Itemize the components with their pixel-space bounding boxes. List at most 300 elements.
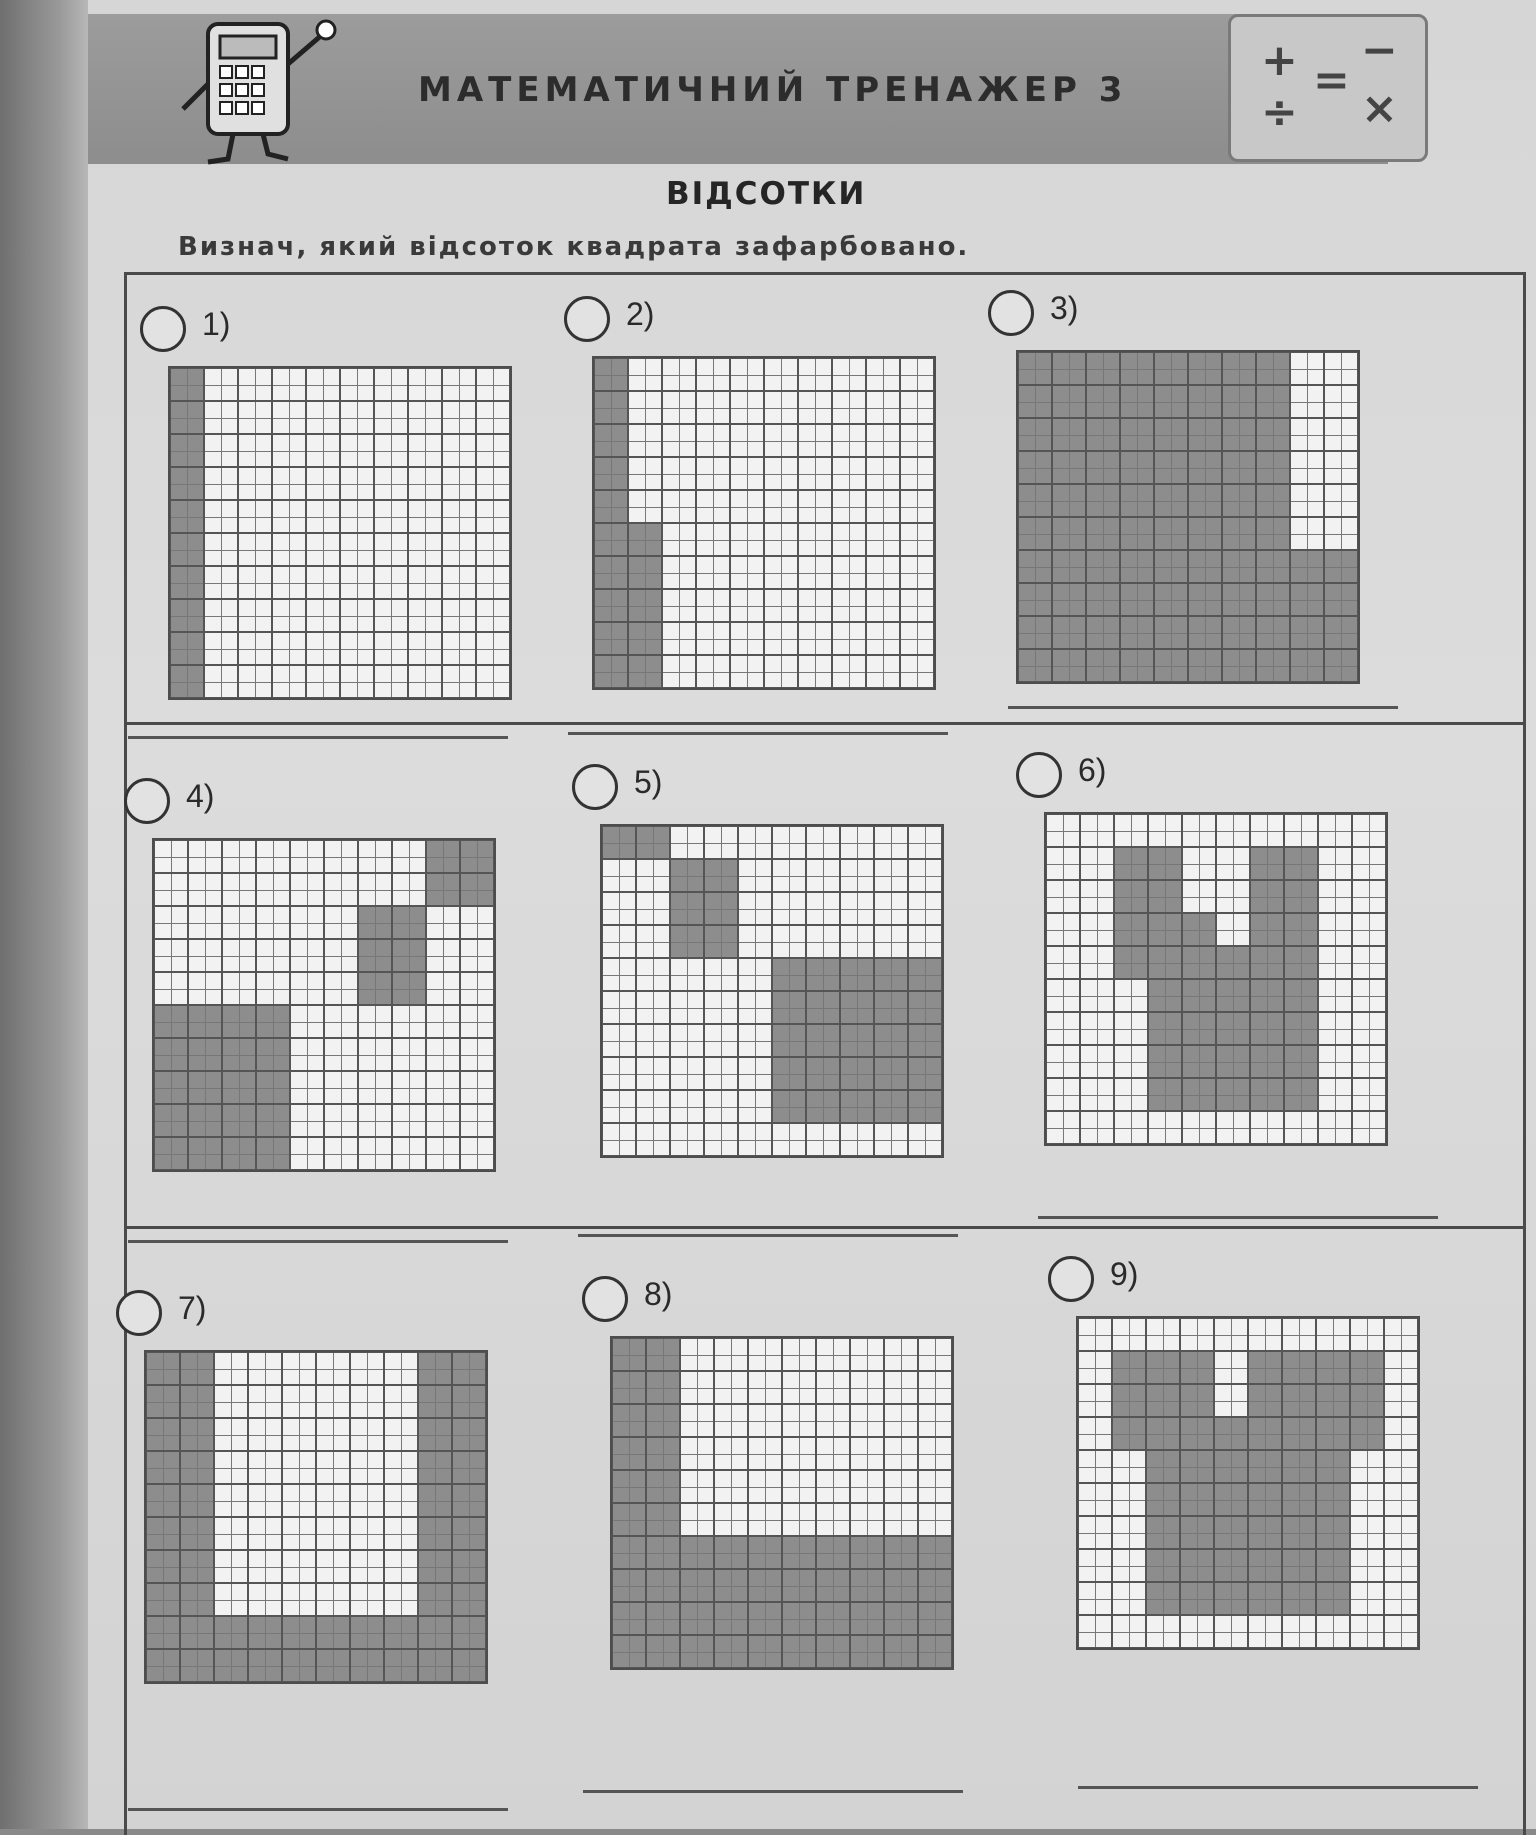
calculator-mascot-icon bbox=[148, 14, 348, 174]
shaded-square bbox=[1146, 1417, 1180, 1450]
empty-square bbox=[748, 1503, 782, 1536]
task-8 bbox=[582, 1276, 1032, 1696]
shaded-square bbox=[646, 1470, 680, 1503]
shaded-square bbox=[256, 1137, 290, 1170]
shaded-square bbox=[1216, 1078, 1250, 1111]
answer-radio-6[interactable] bbox=[1016, 752, 1062, 798]
empty-square bbox=[832, 589, 866, 622]
empty-square bbox=[832, 622, 866, 655]
shaded-square bbox=[918, 1569, 952, 1602]
shaded-square bbox=[670, 859, 704, 892]
shaded-square bbox=[452, 1484, 486, 1517]
answer-radio-1[interactable] bbox=[140, 306, 186, 352]
shaded-square bbox=[426, 873, 460, 906]
shaded-square bbox=[1256, 649, 1290, 682]
shaded-square bbox=[384, 1616, 418, 1649]
empty-square bbox=[866, 556, 900, 589]
empty-square bbox=[1114, 1078, 1148, 1111]
empty-square bbox=[384, 1517, 418, 1550]
shaded-square bbox=[1284, 913, 1318, 946]
empty-square bbox=[384, 1385, 418, 1418]
shaded-square bbox=[748, 1569, 782, 1602]
shaded-square bbox=[1086, 550, 1120, 583]
shaded-square bbox=[816, 1536, 850, 1569]
empty-square bbox=[426, 1071, 460, 1104]
empty-square bbox=[374, 632, 408, 665]
empty-square bbox=[1318, 946, 1352, 979]
empty-square bbox=[670, 1057, 704, 1090]
shaded-square bbox=[214, 1649, 248, 1682]
empty-square bbox=[408, 599, 442, 632]
shaded-square bbox=[1112, 1351, 1146, 1384]
shaded-square bbox=[1052, 451, 1086, 484]
task-number-8: 8) bbox=[644, 1276, 673, 1312]
empty-square bbox=[602, 991, 636, 1024]
empty-square bbox=[1324, 451, 1358, 484]
empty-square bbox=[214, 1517, 248, 1550]
task-4 bbox=[124, 778, 574, 1198]
empty-square bbox=[748, 1437, 782, 1470]
shaded-square bbox=[636, 826, 670, 859]
empty-square bbox=[1214, 1615, 1248, 1648]
empty-square bbox=[670, 1123, 704, 1156]
empty-square bbox=[324, 906, 358, 939]
empty-square bbox=[866, 457, 900, 490]
shaded-square bbox=[392, 972, 426, 1005]
empty-square bbox=[730, 523, 764, 556]
answer-line-6 bbox=[1038, 1216, 1438, 1219]
empty-square bbox=[1114, 979, 1148, 1012]
shaded-square bbox=[214, 1616, 248, 1649]
shaded-square bbox=[1180, 1351, 1214, 1384]
empty-square bbox=[340, 566, 374, 599]
shaded-square bbox=[1154, 583, 1188, 616]
empty-square bbox=[696, 391, 730, 424]
shaded-square bbox=[170, 434, 204, 467]
shaded-square bbox=[850, 1569, 884, 1602]
empty-square bbox=[1080, 880, 1114, 913]
empty-square bbox=[1182, 880, 1216, 913]
empty-square bbox=[460, 939, 494, 972]
shaded-square bbox=[222, 1038, 256, 1071]
empty-square bbox=[908, 826, 942, 859]
empty-square bbox=[900, 655, 934, 688]
shaded-square bbox=[1052, 385, 1086, 418]
shaded-square bbox=[1290, 550, 1324, 583]
empty-square bbox=[806, 892, 840, 925]
empty-square bbox=[290, 840, 324, 873]
shaded-square bbox=[772, 1090, 806, 1123]
empty-square bbox=[1216, 913, 1250, 946]
shaded-square bbox=[146, 1583, 180, 1616]
empty-square bbox=[866, 655, 900, 688]
shaded-square bbox=[1188, 418, 1222, 451]
task-1 bbox=[140, 306, 590, 726]
empty-square bbox=[1284, 814, 1318, 847]
shaded-square bbox=[704, 925, 738, 958]
empty-square bbox=[1384, 1384, 1418, 1417]
shaded-square bbox=[146, 1616, 180, 1649]
shaded-square bbox=[1052, 583, 1086, 616]
shaded-square bbox=[146, 1484, 180, 1517]
shaded-square bbox=[782, 1536, 816, 1569]
empty-square bbox=[316, 1385, 350, 1418]
empty-square bbox=[782, 1437, 816, 1470]
empty-square bbox=[1046, 1078, 1080, 1111]
empty-square bbox=[426, 939, 460, 972]
empty-square bbox=[256, 972, 290, 1005]
empty-square bbox=[1114, 1012, 1148, 1045]
task-3 bbox=[988, 290, 1438, 710]
shaded-square bbox=[1018, 418, 1052, 451]
empty-square bbox=[782, 1404, 816, 1437]
empty-square bbox=[1112, 1318, 1146, 1351]
shaded-square bbox=[1112, 1417, 1146, 1450]
shaded-square bbox=[1222, 385, 1256, 418]
shaded-square bbox=[646, 1602, 680, 1635]
empty-square bbox=[738, 1024, 772, 1057]
task-number-1: 1) bbox=[202, 306, 231, 342]
empty-square bbox=[1046, 979, 1080, 1012]
answer-line-2 bbox=[568, 732, 948, 735]
shaded-square bbox=[1182, 1012, 1216, 1045]
empty-square bbox=[696, 589, 730, 622]
operations-icon bbox=[1231, 17, 1425, 159]
empty-square bbox=[662, 622, 696, 655]
empty-square bbox=[358, 873, 392, 906]
shaded-square bbox=[256, 1038, 290, 1071]
empty-square bbox=[306, 467, 340, 500]
shaded-square bbox=[316, 1616, 350, 1649]
shaded-square bbox=[1282, 1450, 1316, 1483]
empty-square bbox=[1080, 1078, 1114, 1111]
shaded-square bbox=[222, 1005, 256, 1038]
empty-square bbox=[426, 1005, 460, 1038]
empty-square bbox=[460, 972, 494, 1005]
shaded-square bbox=[1222, 550, 1256, 583]
percent-grid-2 bbox=[592, 356, 936, 690]
answer-radio-5[interactable] bbox=[572, 764, 618, 810]
empty-square bbox=[1318, 1045, 1352, 1078]
shaded-square bbox=[1214, 1450, 1248, 1483]
shaded-square bbox=[748, 1602, 782, 1635]
empty-square bbox=[248, 1517, 282, 1550]
empty-square bbox=[1148, 814, 1182, 847]
empty-square bbox=[282, 1385, 316, 1418]
equals-sign: = bbox=[1313, 55, 1350, 106]
empty-square bbox=[806, 925, 840, 958]
empty-square bbox=[884, 1470, 918, 1503]
shaded-square bbox=[418, 1484, 452, 1517]
shaded-square bbox=[1222, 616, 1256, 649]
empty-square bbox=[730, 391, 764, 424]
shaded-square bbox=[1018, 649, 1052, 682]
empty-square bbox=[662, 457, 696, 490]
shaded-square bbox=[180, 1385, 214, 1418]
shaded-square bbox=[1148, 979, 1182, 1012]
empty-square bbox=[214, 1583, 248, 1616]
empty-square bbox=[696, 556, 730, 589]
shaded-square bbox=[1148, 1045, 1182, 1078]
empty-square bbox=[1324, 484, 1358, 517]
shaded-square bbox=[418, 1385, 452, 1418]
shaded-square bbox=[594, 589, 628, 622]
empty-square bbox=[908, 1123, 942, 1156]
empty-square bbox=[1290, 484, 1324, 517]
answer-radio-9[interactable] bbox=[1048, 1256, 1094, 1302]
shaded-square bbox=[1146, 1351, 1180, 1384]
empty-square bbox=[238, 368, 272, 401]
shaded-square bbox=[418, 1616, 452, 1649]
shaded-square bbox=[170, 566, 204, 599]
empty-square bbox=[214, 1550, 248, 1583]
empty-square bbox=[730, 358, 764, 391]
empty-square bbox=[350, 1352, 384, 1385]
shaded-square bbox=[1216, 1045, 1250, 1078]
shaded-square bbox=[1250, 979, 1284, 1012]
empty-square bbox=[350, 1517, 384, 1550]
shaded-square bbox=[806, 1024, 840, 1057]
empty-square bbox=[1080, 814, 1114, 847]
answer-radio-8[interactable] bbox=[582, 1276, 628, 1322]
empty-square bbox=[282, 1451, 316, 1484]
empty-square bbox=[374, 665, 408, 698]
empty-square bbox=[816, 1470, 850, 1503]
empty-square bbox=[1216, 880, 1250, 913]
empty-square bbox=[392, 840, 426, 873]
shaded-square bbox=[188, 1038, 222, 1071]
empty-square bbox=[340, 434, 374, 467]
empty-square bbox=[256, 906, 290, 939]
empty-square bbox=[316, 1418, 350, 1451]
empty-square bbox=[1350, 1549, 1384, 1582]
shaded-square bbox=[1188, 517, 1222, 550]
shaded-square bbox=[680, 1536, 714, 1569]
empty-square bbox=[866, 622, 900, 655]
empty-square bbox=[1214, 1318, 1248, 1351]
empty-square bbox=[798, 589, 832, 622]
shaded-square bbox=[840, 1024, 874, 1057]
shaded-square bbox=[628, 523, 662, 556]
empty-square bbox=[324, 1104, 358, 1137]
empty-square bbox=[1352, 913, 1386, 946]
shaded-square bbox=[782, 1602, 816, 1635]
empty-square bbox=[1148, 1111, 1182, 1144]
empty-square bbox=[1318, 880, 1352, 913]
shaded-square bbox=[452, 1451, 486, 1484]
empty-square bbox=[1318, 979, 1352, 1012]
shaded-square bbox=[1120, 616, 1154, 649]
empty-square bbox=[1112, 1549, 1146, 1582]
shaded-square bbox=[418, 1517, 452, 1550]
shaded-square bbox=[884, 1602, 918, 1635]
empty-square bbox=[340, 665, 374, 698]
shaded-square bbox=[714, 1635, 748, 1668]
empty-square bbox=[1352, 946, 1386, 979]
empty-square bbox=[340, 533, 374, 566]
shaded-square bbox=[170, 665, 204, 698]
shaded-square bbox=[884, 1569, 918, 1602]
empty-square bbox=[908, 892, 942, 925]
shaded-square bbox=[1148, 1078, 1182, 1111]
empty-square bbox=[900, 622, 934, 655]
empty-square bbox=[476, 665, 510, 698]
shaded-square bbox=[908, 1057, 942, 1090]
empty-square bbox=[1316, 1615, 1350, 1648]
shaded-square bbox=[594, 523, 628, 556]
empty-square bbox=[392, 1005, 426, 1038]
empty-square bbox=[442, 632, 476, 665]
shaded-square bbox=[146, 1550, 180, 1583]
shaded-square bbox=[1120, 583, 1154, 616]
empty-square bbox=[306, 500, 340, 533]
empty-square bbox=[204, 368, 238, 401]
empty-square bbox=[316, 1517, 350, 1550]
percent-grid-3 bbox=[1016, 350, 1360, 684]
shaded-square bbox=[1256, 484, 1290, 517]
empty-square bbox=[1318, 814, 1352, 847]
empty-square bbox=[1324, 385, 1358, 418]
empty-square bbox=[306, 599, 340, 632]
shaded-square bbox=[1316, 1483, 1350, 1516]
shaded-square bbox=[1180, 1549, 1214, 1582]
empty-square bbox=[340, 401, 374, 434]
shaded-square bbox=[704, 892, 738, 925]
empty-square bbox=[832, 391, 866, 424]
shaded-square bbox=[1282, 1384, 1316, 1417]
empty-square bbox=[222, 906, 256, 939]
empty-square bbox=[1290, 352, 1324, 385]
shaded-square bbox=[1018, 517, 1052, 550]
shaded-square bbox=[646, 1569, 680, 1602]
shaded-square bbox=[1086, 451, 1120, 484]
empty-square bbox=[238, 599, 272, 632]
task-number-3: 3) bbox=[1050, 290, 1079, 326]
empty-square bbox=[460, 906, 494, 939]
empty-square bbox=[204, 566, 238, 599]
shaded-square bbox=[222, 1071, 256, 1104]
empty-square bbox=[662, 424, 696, 457]
shaded-square bbox=[180, 1517, 214, 1550]
empty-square bbox=[222, 939, 256, 972]
empty-square bbox=[460, 1071, 494, 1104]
empty-square bbox=[324, 939, 358, 972]
shaded-square bbox=[392, 939, 426, 972]
shaded-square bbox=[1120, 484, 1154, 517]
shaded-square bbox=[1290, 649, 1324, 682]
empty-square bbox=[714, 1470, 748, 1503]
empty-square bbox=[900, 424, 934, 457]
shaded-square bbox=[1148, 847, 1182, 880]
shaded-square bbox=[612, 1470, 646, 1503]
shaded-square bbox=[646, 1437, 680, 1470]
shaded-square bbox=[594, 655, 628, 688]
empty-square bbox=[384, 1451, 418, 1484]
shaded-square bbox=[452, 1517, 486, 1550]
shaded-square bbox=[646, 1338, 680, 1371]
empty-square bbox=[772, 859, 806, 892]
shaded-square bbox=[180, 1484, 214, 1517]
shaded-square bbox=[1324, 583, 1358, 616]
empty-square bbox=[730, 655, 764, 688]
task-instruction: Визнач, який відсоток квадрата зафарбовано. bbox=[178, 232, 970, 262]
shaded-square bbox=[874, 1024, 908, 1057]
shaded-square bbox=[1250, 946, 1284, 979]
shaded-square bbox=[146, 1517, 180, 1550]
answer-line-4 bbox=[128, 1240, 508, 1243]
shaded-square bbox=[1148, 1012, 1182, 1045]
shaded-square bbox=[628, 655, 662, 688]
shaded-square bbox=[612, 1635, 646, 1668]
shaded-square bbox=[392, 906, 426, 939]
empty-square bbox=[662, 589, 696, 622]
empty-square bbox=[1046, 880, 1080, 913]
empty-square bbox=[340, 632, 374, 665]
shaded-square bbox=[602, 826, 636, 859]
empty-square bbox=[1318, 847, 1352, 880]
answer-radio-3[interactable] bbox=[988, 290, 1034, 336]
shaded-square bbox=[1222, 484, 1256, 517]
empty-square bbox=[738, 925, 772, 958]
empty-square bbox=[764, 358, 798, 391]
empty-square bbox=[874, 859, 908, 892]
empty-square bbox=[272, 500, 306, 533]
shaded-square bbox=[1290, 616, 1324, 649]
shaded-square bbox=[1154, 517, 1188, 550]
empty-square bbox=[1080, 979, 1114, 1012]
section-title: ВІДСОТКИ bbox=[666, 176, 867, 212]
shaded-square bbox=[1086, 352, 1120, 385]
empty-square bbox=[340, 467, 374, 500]
shaded-square bbox=[1188, 649, 1222, 682]
shaded-square bbox=[282, 1649, 316, 1682]
shaded-square bbox=[180, 1418, 214, 1451]
shaded-square bbox=[840, 958, 874, 991]
empty-square bbox=[1384, 1549, 1418, 1582]
shaded-square bbox=[874, 958, 908, 991]
empty-square bbox=[670, 1024, 704, 1057]
empty-square bbox=[1080, 1012, 1114, 1045]
empty-square bbox=[188, 939, 222, 972]
empty-square bbox=[832, 457, 866, 490]
empty-square bbox=[1248, 1318, 1282, 1351]
empty-square bbox=[748, 1371, 782, 1404]
shaded-square bbox=[1222, 451, 1256, 484]
answer-line-8 bbox=[583, 1790, 963, 1793]
shaded-square bbox=[282, 1616, 316, 1649]
task-2 bbox=[564, 296, 1014, 716]
empty-square bbox=[840, 892, 874, 925]
empty-square bbox=[1352, 1012, 1386, 1045]
shaded-square bbox=[1146, 1384, 1180, 1417]
answer-radio-4[interactable] bbox=[124, 778, 170, 824]
shaded-square bbox=[222, 1137, 256, 1170]
shaded-square bbox=[1114, 880, 1148, 913]
answer-radio-7[interactable] bbox=[116, 1290, 162, 1336]
percent-grid-7 bbox=[144, 1350, 488, 1684]
shaded-square bbox=[594, 490, 628, 523]
shaded-square bbox=[874, 1057, 908, 1090]
shaded-square bbox=[1148, 913, 1182, 946]
empty-square bbox=[154, 840, 188, 873]
empty-square bbox=[408, 368, 442, 401]
shaded-square bbox=[1250, 847, 1284, 880]
empty-square bbox=[806, 1123, 840, 1156]
shaded-square bbox=[154, 1104, 188, 1137]
empty-square bbox=[248, 1451, 282, 1484]
answer-radio-2[interactable] bbox=[564, 296, 610, 342]
empty-square bbox=[628, 490, 662, 523]
